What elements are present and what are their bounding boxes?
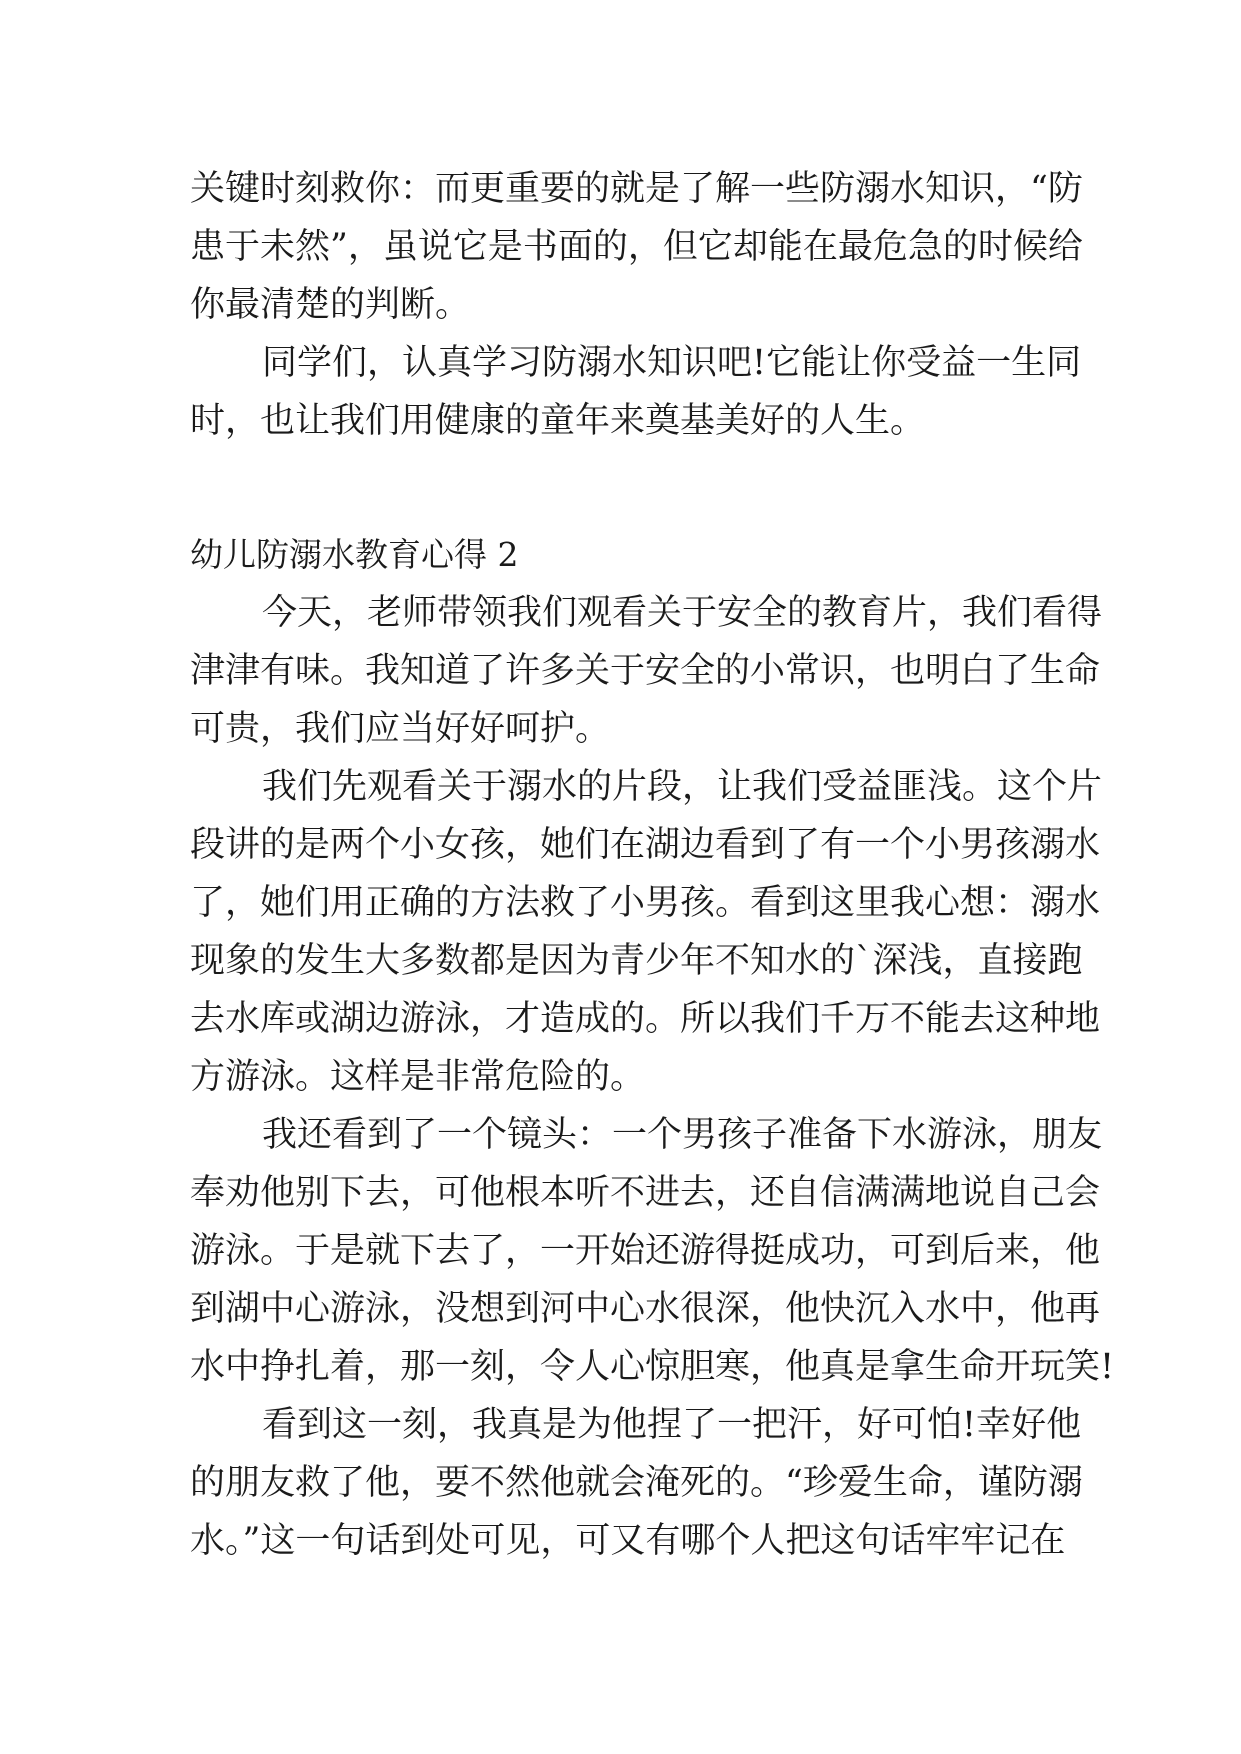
- paragraph: [190, 160, 1083, 334]
- text-line: 水。”这一句话到处可见，可又有哪个人把这句话牢牢记在: [190, 1521, 1066, 1561]
- text-line: 我还看到了一个镜头：一个男孩子准备下水游泳，朋友: [262, 1115, 1103, 1155]
- text-line: 看到这一刻，我真是为他捏了一把汗，好可怕!幸好他: [262, 1405, 1082, 1445]
- text-line: 患于未然”，虽说它是书面的，但它却能在最危急的时候给: [190, 227, 1083, 267]
- paragraph: [190, 334, 1082, 450]
- text-line: 水中挣扎着，那一刻，令人心惊胆寒，他真是拿生命开玩笑!: [190, 1347, 1115, 1387]
- text-line: 同学们，认真学习防溺水知识吧!它能让你受益一生同: [262, 343, 1082, 383]
- text-line: 津津有味。我知道了许多关于安全的小常识，也明白了生命: [190, 651, 1101, 691]
- text-line: 现象的发生大多数都是因为青少年不知水的`深浅，直接跑: [190, 941, 1083, 981]
- section-gap: [190, 450, 1052, 526]
- paragraph: [190, 1396, 1083, 1570]
- document-page: [190, 160, 1115, 1570]
- text-line: 去水库或湖边游泳，才造成的。所以我们千万不能去这种地: [190, 999, 1101, 1039]
- text-line: 游泳。于是就下去了，一开始还游得挺成功，可到后来，他: [190, 1231, 1101, 1271]
- text-line: 奉劝他别下去，可他根本听不进去，还自信满满地说自己会: [190, 1173, 1101, 1213]
- text-line: 方游泳。这样是非常危险的。: [190, 1057, 646, 1097]
- text-line: 时，也让我们用健康的童年来奠基美好的人生。: [190, 401, 926, 441]
- text-line: 你最清楚的判断。: [190, 285, 471, 325]
- paragraph: [190, 584, 1103, 758]
- text-line: 我们先观看关于溺水的片段，让我们受益匪浅。这个片: [262, 767, 1103, 807]
- text-line: 今天，老师带领我们观看关于安全的教育片，我们看得: [262, 593, 1103, 633]
- text-line: 可贵，我们应当好好呵护。: [190, 709, 611, 749]
- paragraph: [190, 758, 1103, 1106]
- text-line: 段讲的是两个小女孩，她们在湖边看到了有一个小男孩溺水: [190, 825, 1101, 865]
- text-line: 到湖中心游泳，没想到河中心水很深，他快沉入水中，他再: [190, 1289, 1101, 1329]
- text-line: 关键时刻救你：而更重要的就是了解一些防溺水知识，“防: [190, 169, 1083, 209]
- text-line: 了，她们用正确的方法救了小男孩。看到这里我心想：溺水: [190, 883, 1101, 923]
- paragraph: [190, 1106, 1115, 1396]
- text-line: 的朋友救了他，要不然他就会淹死的。“珍爱生命，谨防溺: [190, 1463, 1083, 1503]
- section-heading: 幼儿防溺水教育心得 2: [190, 535, 519, 574]
